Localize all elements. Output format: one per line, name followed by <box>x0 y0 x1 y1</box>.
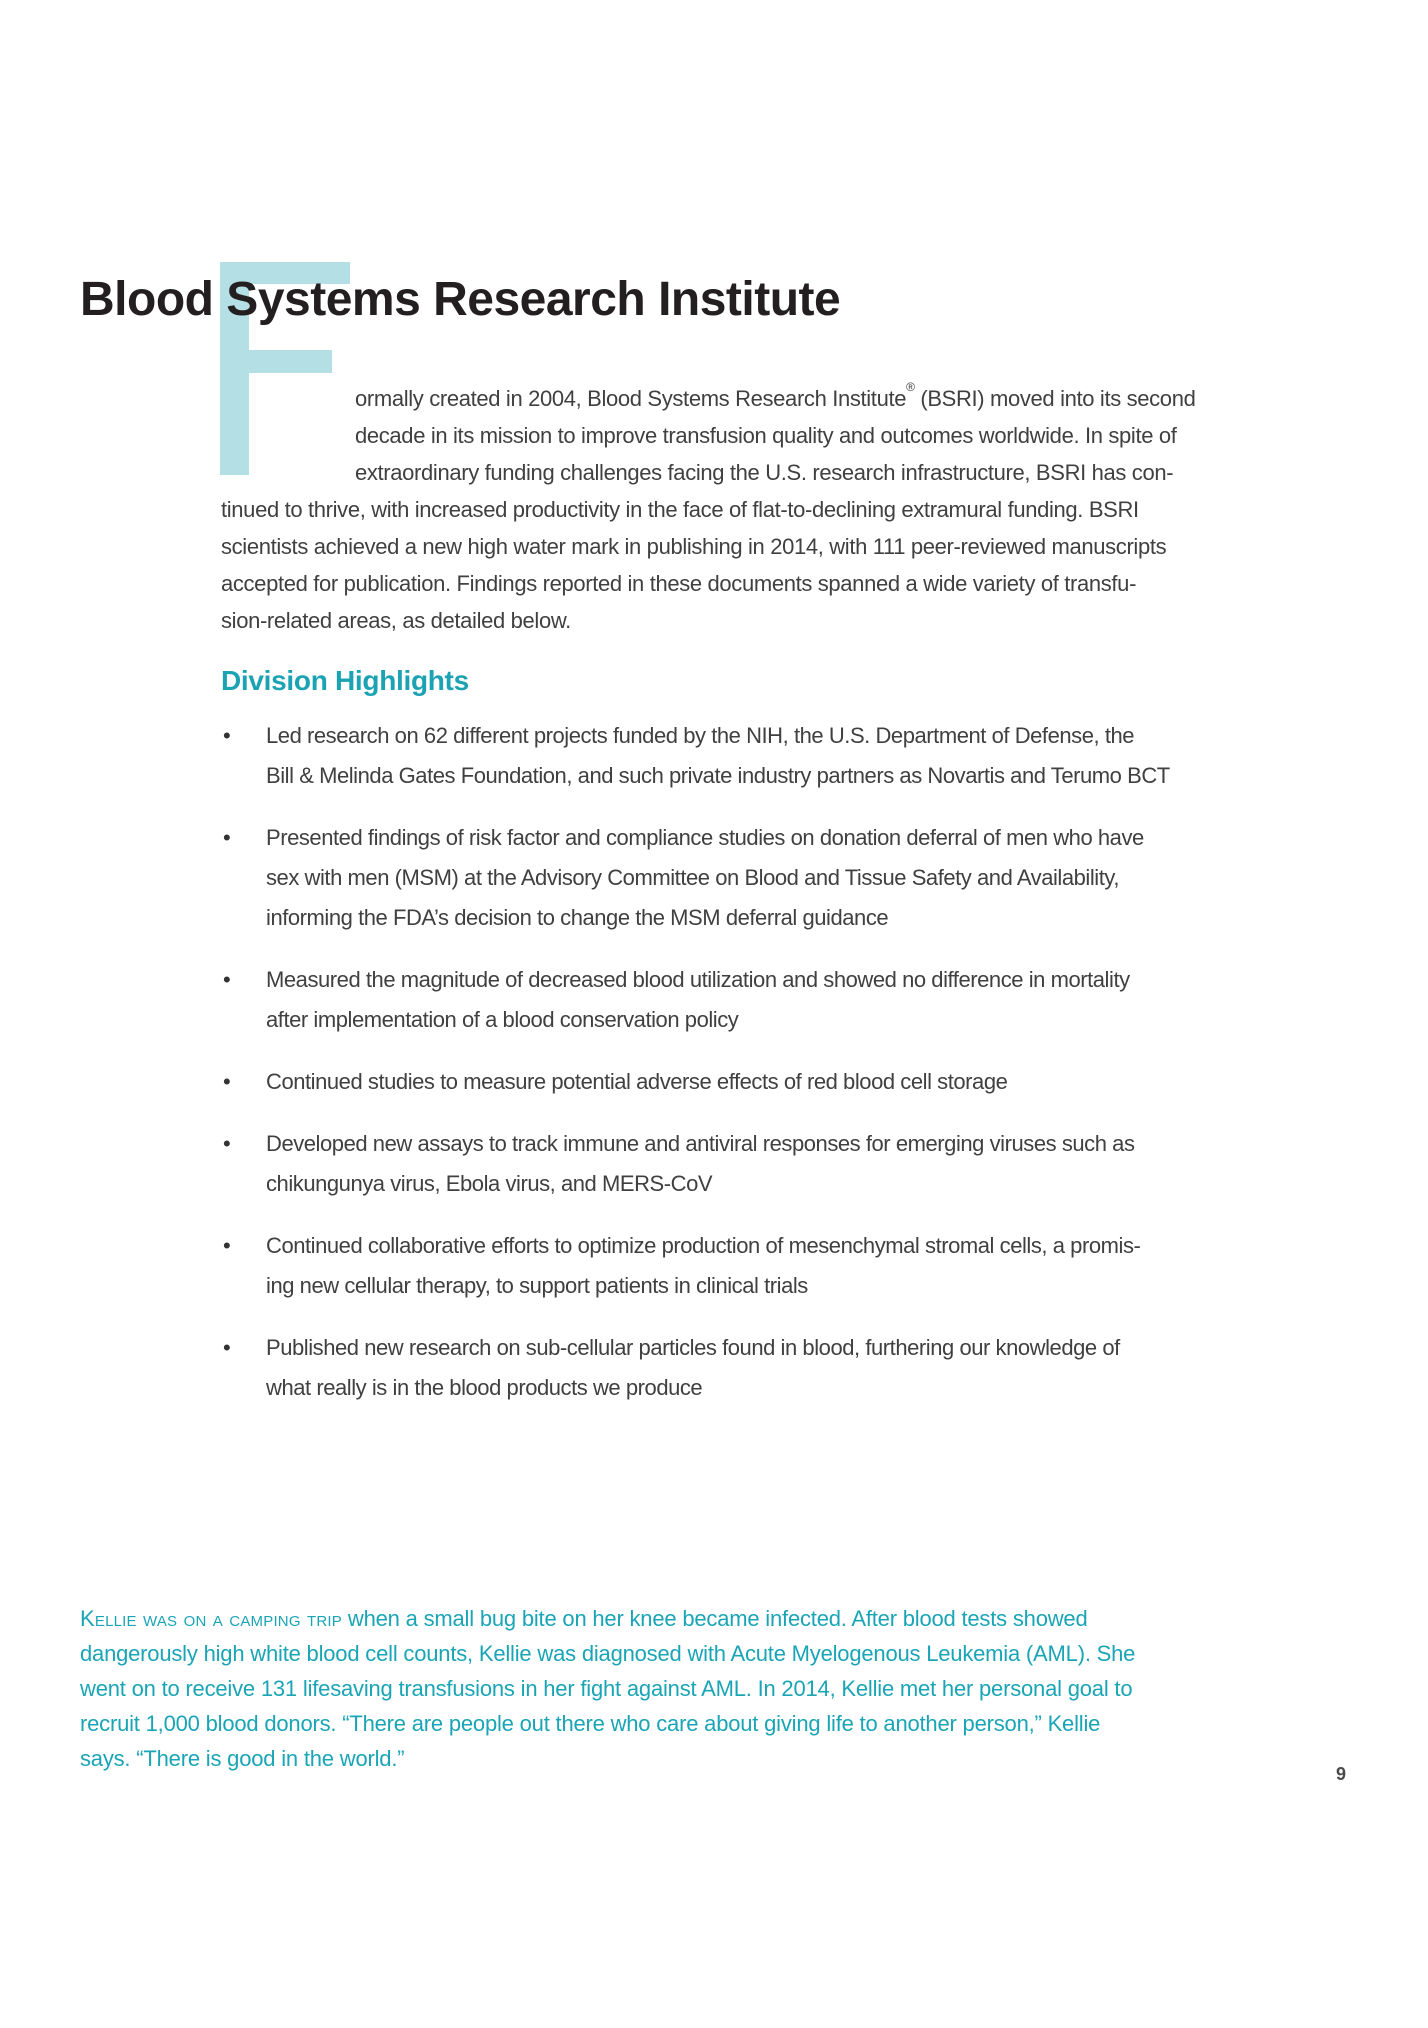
list-item <box>221 818 1321 938</box>
list-item-line: Continued studies to measure potential adverse effects of red blood cell storage <box>266 1069 1008 1094</box>
bullet-icon: • <box>223 723 231 748</box>
bullet-icon: • <box>223 967 231 992</box>
intro-line: decade in its mission to improve transfusion quality and outcomes worldwide. In spite of <box>355 423 1177 448</box>
bullet-icon: • <box>223 1131 231 1156</box>
intro-paragraph <box>221 380 1311 639</box>
list-item <box>221 1124 1321 1204</box>
list-item-line: Published new research on sub-cellular particles found in blood, furthering our knowledge of <box>266 1335 1120 1360</box>
intro-line: scientists achieved a new high water mark in publishing in 2014, with 111 peer-reviewed manuscripts <box>221 534 1167 559</box>
list-item-line: Measured the magnitude of decreased blood utilization and showed no difference in mortality <box>266 967 1130 992</box>
list-item-line: chikungunya virus, Ebola virus, and MERS-CoV <box>266 1171 713 1196</box>
list-item-line: Led research on 62 different projects funded by the NIH, the U.S. Department of Defense, the <box>266 723 1135 748</box>
list-item-line: sex with men (MSM) at the Advisory Committee on Blood and Tissue Safety and Availability, <box>266 865 1119 890</box>
bullet-icon: • <box>223 825 231 850</box>
list-item <box>221 960 1321 1040</box>
list-item-line: Bill & Melinda Gates Foundation, and such private industry partners as Novartis and Terumo BCT <box>266 763 1170 788</box>
intro-line <box>221 380 1311 417</box>
patient-story <box>80 1601 1310 1776</box>
story-line: went on to receive 131 lifesaving transfusions in her fight against AML. In 2014, Kellie met her personal goal to <box>80 1676 1133 1701</box>
story-lead-in: Kellie was on a camping trip <box>80 1606 342 1631</box>
intro-line: extraordinary funding challenges facing the U.S. research infrastructure, BSRI has con- <box>355 460 1174 485</box>
list-item-line: Developed new assays to track immune and antiviral responses for emerging viruses such as <box>266 1131 1135 1156</box>
intro-line-text: ormally created in 2004, Blood Systems Research Institute <box>355 386 907 411</box>
list-item <box>221 1328 1321 1408</box>
story-line: says. “There is good in the world.” <box>80 1746 405 1771</box>
list-item-line: informing the FDA’s decision to change the MSM deferral guidance <box>266 905 889 930</box>
bullet-icon: • <box>223 1335 231 1360</box>
registered-mark: ® <box>906 380 915 394</box>
list-item-line: after implementation of a blood conservation policy <box>266 1007 739 1032</box>
story-line: recruit 1,000 blood donors. “There are people out there who care about giving life to another person,” Kellie <box>80 1711 1101 1736</box>
bullet-icon: • <box>223 1233 231 1258</box>
section-heading: Division Highlights <box>221 665 469 696</box>
intro-line: accepted for publication. Findings reported in these documents spanned a wide variety of transfu- <box>221 571 1137 596</box>
list-item <box>221 716 1321 796</box>
list-item-line: Continued collaborative efforts to optimize production of mesenchymal stromal cells, a promis- <box>266 1233 1141 1258</box>
drop-cap-middle-bar <box>220 350 332 373</box>
story-line-text: when a small bug bite on her knee became infected. After blood tests showed <box>342 1606 1088 1631</box>
intro-line-text: (BSRI) moved into its second <box>914 386 1196 411</box>
list-item-line: ing new cellular therapy, to support patients in clinical trials <box>266 1273 808 1298</box>
story-line <box>80 1601 1310 1636</box>
list-item <box>221 1062 1321 1102</box>
highlights-list <box>221 716 1321 1430</box>
bullet-icon: • <box>223 1069 231 1094</box>
page-number: 9 <box>1336 1764 1347 1784</box>
intro-line: tinued to thrive, with increased productivity in the face of flat-to-declining extramural funding. BSRI <box>221 497 1139 522</box>
list-item <box>221 1226 1321 1306</box>
list-item-line: what really is in the blood products we produce <box>266 1375 703 1400</box>
list-item-line: Presented findings of risk factor and compliance studies on donation deferral of men who have <box>266 825 1144 850</box>
page-title: Blood Systems Research Institute <box>80 273 841 326</box>
intro-line: sion-related areas, as detailed below. <box>221 608 571 633</box>
story-line: dangerously high white blood cell counts, Kellie was diagnosed with Acute Myelogenous Leukemia (AML). She <box>80 1641 1136 1666</box>
